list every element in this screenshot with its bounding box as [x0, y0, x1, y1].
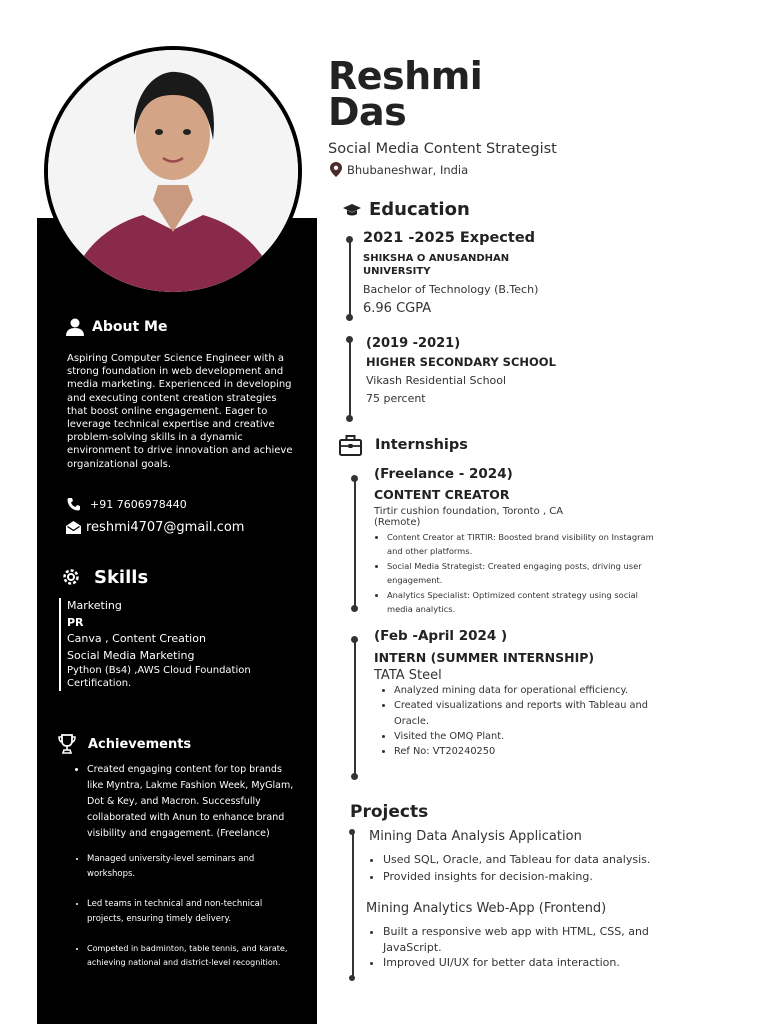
edu-degree: Vikash Residential School — [366, 374, 507, 387]
last-name: Das — [328, 90, 407, 134]
projects-title: Projects — [350, 802, 429, 822]
edu-years: (2019 -2021) — [366, 336, 461, 351]
edu-institution: HIGHER SECONDARY SCHOOL — [366, 355, 556, 369]
list-item: • Visited the OMQ Plant. — [394, 729, 664, 744]
timeline-dot — [346, 314, 353, 321]
phone-number[interactable]: +91 7606978440 — [90, 497, 187, 511]
list-item: • Led teams in technical and non-technical projects, ensuring timely delivery. — [87, 897, 296, 927]
edu-degree: Bachelor of Technology (B.Tech) — [363, 283, 539, 296]
job-title: Social Media Content Strategist — [328, 141, 557, 157]
achievements-heading — [58, 734, 191, 754]
timeline-dot — [351, 475, 358, 482]
timeline-line — [352, 832, 354, 978]
location-text: Bhubaneshwar, India — [347, 162, 469, 177]
list-item: • Competed in badminton, table tennis, and karate, achieving national and district-level recognition. — [87, 942, 296, 970]
avatar — [48, 50, 298, 292]
intern-mode: (Remote) — [374, 517, 421, 528]
edu-score: 75 percent — [366, 392, 426, 405]
list-item: • Social Media Strategist: Created engaging posts, driving user engagement. — [387, 560, 659, 587]
about-text: Aspiring Computer Science Engineer with a strong foundation in web development and media marketing. Experienced in developing and executing content creation strategies that boost online engagement. Eager to leverage technical expertise and creative problem-solving skills in a dynamic environment to drive innovation and achieve organizational goals. — [67, 353, 293, 470]
phone-row — [67, 497, 187, 511]
internship-entry — [374, 466, 659, 616]
email-address[interactable]: reshmi4707@gmail.com — [86, 520, 245, 535]
skills-divider — [59, 598, 61, 691]
skill-item: Canva , Content Creation — [67, 632, 206, 645]
map-pin-icon — [330, 162, 342, 177]
edu-years: 2021 -2025 Expected — [363, 230, 536, 246]
list-item: • Built a responsive web app with HTML, CSS, and JavaScript. — [383, 924, 696, 955]
skill-item: Marketing — [67, 599, 122, 612]
location — [330, 162, 468, 177]
skills-list — [67, 598, 297, 690]
timeline-dot — [351, 636, 358, 643]
first-name: Reshmi — [328, 54, 483, 98]
intern-period: (Freelance - 2024) — [374, 466, 513, 482]
edu-institution: SHIKSHA O ANUSANDHAN UNIVERSITY — [363, 253, 510, 277]
phone-icon — [67, 497, 81, 511]
list-item: • Content Creator at TIRTIR: Boosted brand visibility on Instagram and other platforms. — [387, 531, 659, 558]
timeline-dot — [346, 415, 353, 422]
graduation-cap-icon — [343, 203, 361, 217]
internships-title: Internships — [375, 437, 468, 453]
briefcase-icon — [339, 434, 362, 456]
timeline-dot — [351, 773, 358, 780]
timeline-line — [349, 340, 351, 420]
timeline-dot — [349, 975, 355, 981]
user-icon — [66, 318, 84, 336]
timeline-dot — [351, 605, 358, 612]
skill-item: PR — [67, 615, 84, 629]
project-entry — [366, 901, 696, 971]
list-item: • Improved UI/UX for better data interaction. — [383, 955, 696, 971]
internships-heading — [339, 434, 468, 456]
education-title: Education — [369, 199, 470, 220]
list-item: • Ref No: VT20240250 — [394, 744, 664, 759]
profile-photo — [44, 46, 302, 296]
intern-company: Tirtir cushion foundation, Toronto , CA — [374, 506, 564, 517]
skill-item: Social Media Marketing — [67, 648, 195, 662]
about-heading — [66, 318, 167, 336]
timeline-dot — [346, 336, 353, 343]
project-entry — [366, 829, 696, 885]
achievements-list — [71, 762, 296, 970]
list-item: • Created engaging content for top brands like Myntra, Lakme Fashion Week, MyGlam, Dot & Key, and Macron. Successfully collaborated with Anun to enhance brand visibility and engagement. (Freelance) — [87, 762, 296, 842]
list-item: • Used SQL, Oracle, and Tableau for data analysis. — [383, 852, 696, 869]
list-item: • Created visualizations and reports with Tableau and Oracle. — [394, 698, 664, 729]
timeline-dot — [346, 236, 353, 243]
intern-role: CONTENT CREATOR — [374, 487, 510, 502]
project-name: Mining Analytics Web-App (Frontend) — [366, 901, 607, 916]
timeline-dot — [349, 829, 355, 835]
timeline-line — [349, 240, 351, 320]
email-row — [66, 520, 244, 535]
gear-icon — [60, 566, 82, 588]
intern-role: INTERN (SUMMER INTERNSHIP) — [374, 650, 595, 665]
list-item: • Analyzed mining data for operational efficiency. — [394, 683, 664, 698]
skills-heading — [60, 566, 148, 588]
list-item: • Managed university-level seminars and workshops. — [87, 852, 296, 882]
project-name: Mining Data Analysis Application — [369, 829, 582, 844]
education-heading — [343, 199, 470, 220]
list-item: • Analytics Specialist: Optimized content strategy using social media analytics. — [387, 589, 659, 616]
timeline-line — [354, 640, 356, 776]
list-item: • Provided insights for decision-making. — [383, 869, 696, 886]
intern-company: TATA Steel — [374, 668, 442, 683]
education-entry — [363, 230, 603, 316]
education-entry — [366, 336, 606, 405]
about-title: About Me — [92, 319, 168, 335]
internship-entry — [374, 628, 664, 759]
edu-score: 6.96 CGPA — [363, 301, 432, 316]
skills-title: Skills — [94, 566, 149, 588]
skill-item: Python (Bs4) ,AWS Cloud Foundation Certification. — [67, 665, 251, 689]
achievements-title: Achievements — [88, 736, 192, 752]
person-name — [328, 54, 483, 134]
trophy-icon — [58, 734, 76, 754]
envelope-icon — [66, 521, 81, 534]
intern-period: (Feb -April 2024 ) — [374, 628, 508, 644]
timeline-line — [354, 480, 356, 610]
